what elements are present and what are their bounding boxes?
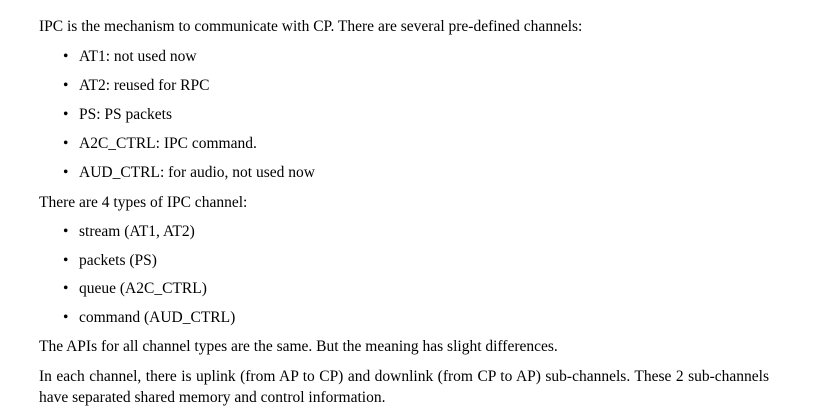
- list-item-text: stream (AT1, AT2): [79, 223, 195, 240]
- bullet-icon: •: [63, 164, 69, 181]
- bullet-icon: •: [63, 48, 69, 65]
- bullet-icon: •: [63, 77, 69, 94]
- list-item: [63, 279, 207, 298]
- list-item-text: queue (A2C_CTRL): [79, 280, 207, 297]
- bullet-icon: •: [63, 309, 69, 326]
- list-item: [63, 163, 315, 182]
- list-item: [63, 134, 257, 153]
- bullet-icon: •: [63, 106, 69, 123]
- bullet-icon: •: [63, 135, 69, 152]
- intro-paragraph: IPC is the mechanism to communicate with CP. There are several pre-defined channels:: [39, 18, 583, 35]
- list-item: [63, 105, 172, 124]
- bullet-icon: •: [63, 223, 69, 240]
- list-item: [63, 251, 157, 270]
- list-item-text: AT1: not used now: [79, 48, 197, 65]
- list-item-text: AUD_CTRL: for audio, not used now: [79, 164, 315, 181]
- list-item-text: packets (PS): [79, 252, 157, 269]
- apis-paragraph: The APIs for all channel types are the same. But the meaning has slight differences.: [39, 338, 558, 355]
- list-item: [63, 76, 209, 95]
- types-intro-paragraph: There are 4 types of IPC channel:: [39, 194, 248, 211]
- list-item-text: PS: PS packets: [79, 106, 173, 123]
- bullet-icon: •: [63, 280, 69, 297]
- list-item: [63, 222, 195, 241]
- list-item: [63, 308, 235, 327]
- list-item: [63, 47, 197, 66]
- list-item-text: AT2: reused for RPC: [79, 77, 210, 94]
- bullet-icon: •: [63, 252, 69, 269]
- list-item-text: command (AUD_CTRL): [79, 309, 236, 326]
- list-item-text: A2C_CTRL: IPC command.: [79, 135, 257, 152]
- subchannels-paragraph: In each channel, there is uplink (from AP to CP) and downlink (from CP to AP) sub-channels. These 2 sub-channels have separated shared memory and control information.: [39, 368, 769, 406]
